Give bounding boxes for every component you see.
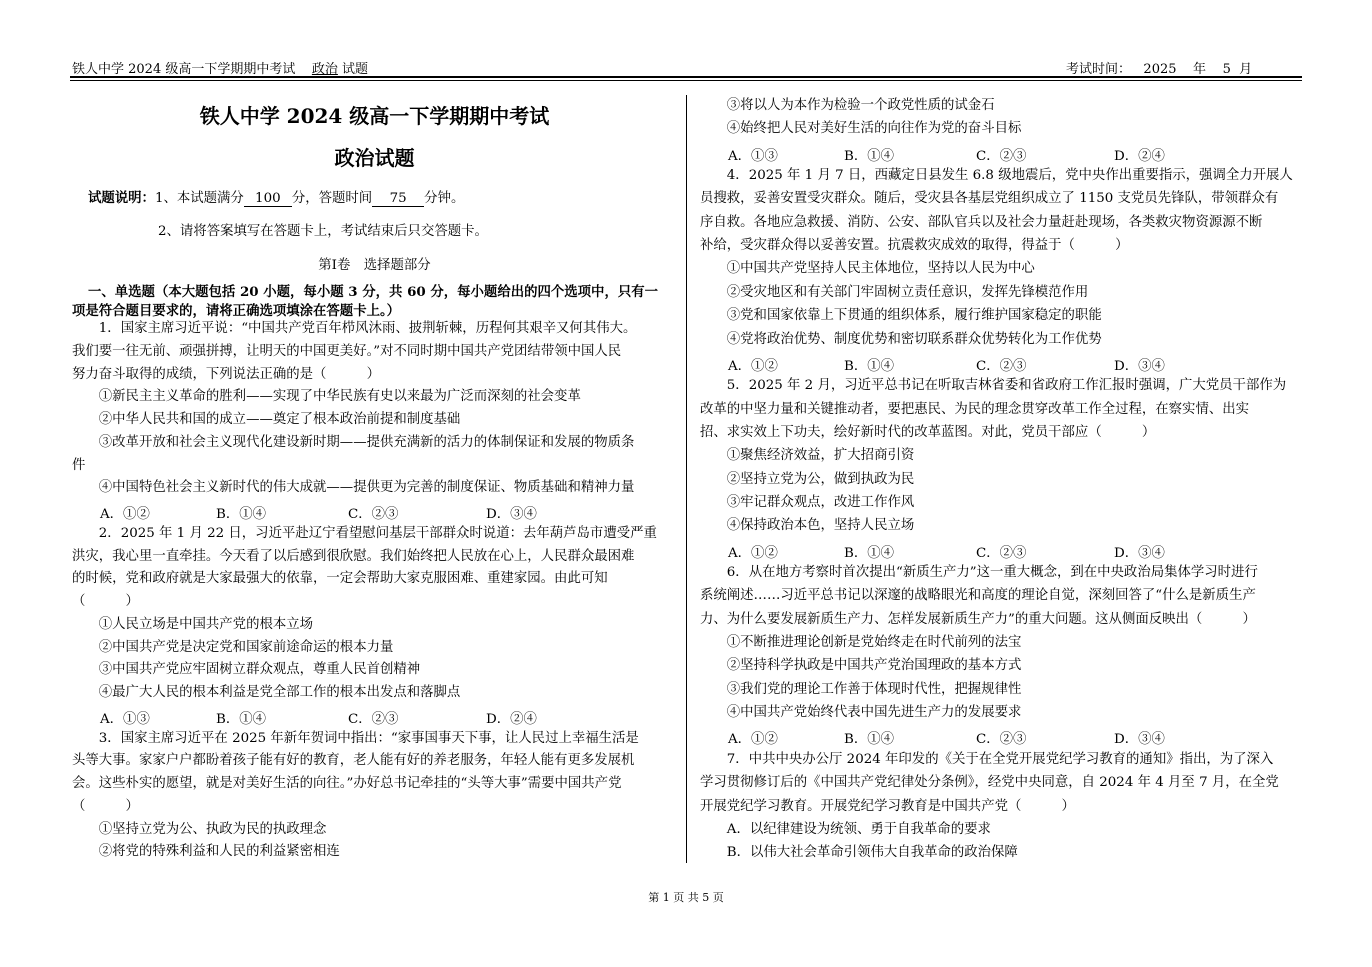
answer-option: C．②③ [348, 711, 399, 727]
answer-option: A．①② [100, 507, 150, 522]
text-line: 6．从在地方考察时首次提出“新质生产力”这一重大概念，到在中央政治局集体学习时进行 [700, 565, 1258, 580]
instructions-text: 分钟。 [424, 191, 465, 206]
answer-option: D．②④ [1114, 148, 1165, 164]
text-line: （ ） [72, 798, 139, 814]
text-line: ②受灾地区和有关部门牢固树立责任意识，发挥先锋模范作用 [700, 284, 1089, 300]
text-line: ④中国共产党始终代表中国先进生产力的发展要求 [700, 705, 1022, 721]
text-line: 员搜救，妥善安置受灾群众。随后，受灾县各基层党组织成立了 1150 支党员先锋队，带领群众有 [700, 191, 1279, 207]
header-suffix: 试题 [342, 62, 369, 77]
answer-option: A．①② [728, 358, 778, 374]
instructions-text: 1、本试题满分 [154, 191, 244, 206]
answer-option: D．③④ [1114, 545, 1165, 561]
answer-option: B．①④ [216, 507, 267, 522]
text-line: 会。这些朴实的愿望，就是对美好生活的向往。”办好总书记牵挂的“头等大事”需要中国共产党 [72, 776, 622, 791]
section-heading: 项是符合题目要求的，请将正确选项填涂在答题卡上。） [72, 303, 401, 319]
text-line: 招、求实效上下功夫，绘好新时代的改革蓝图。对此，党员干部应（ ） [700, 424, 1156, 440]
text-line: 学习贯彻修订后的《中国共产党纪律处分条例》，经党中央同意，自 2024 年 4 月至 7 月，在全党 [700, 775, 1279, 791]
text-line: 4．2025 年 1 月 7 日，西藏定日县发生 6.8 级地震后，党中央作出重要指示，强调全力开展人 [700, 168, 1293, 184]
instructions-line-1 [88, 187, 464, 207]
instructions-line-2: 2、请将答案填写在答题卡上，考试结束后只交答题卡。 [158, 224, 488, 239]
text-line: 5．2025 年 2 月，习近平总书记在听取吉林省委和省政府工作汇报时强调，广大党员干部作为 [700, 378, 1287, 394]
page-header [72, 58, 1302, 76]
text-line: 努力奋斗取得的成绩，下列说法正确的是（ ） [72, 366, 380, 382]
text-line: A．以纪律建设为统领、勇于自我革命的要求 [700, 821, 991, 837]
answer-option: A．①② [728, 545, 778, 561]
header-subject: 政治 [311, 62, 338, 77]
header-left [72, 58, 368, 77]
answer-option: D．②④ [486, 711, 537, 727]
answer-option: B．①④ [844, 545, 895, 561]
text-line: ②坚持立党为公，做到执政为民 [700, 471, 915, 487]
header-time-label: 考试时间： [1066, 62, 1132, 77]
text-line: ④最广大人民的根本利益是党全部工作的根本出发点和落脚点 [72, 685, 461, 700]
answer-option: D．③④ [1114, 732, 1165, 748]
text-line: ④保持政治本色，坚持人民立场 [700, 518, 915, 534]
answer-option: D．③④ [486, 507, 537, 522]
answer-option: C．②③ [976, 358, 1027, 374]
answer-option: A．①② [728, 732, 778, 748]
text-line: 3．国家主席习近平在 2025 年新年贺词中指出：“家事国事天下事，让人民过上幸福生活是 [72, 730, 639, 746]
exam-subtitle: 政治试题 [334, 146, 415, 170]
text-line: 力、为什么要发展新质生产力、怎样发展新质生产力”的重大问题。这从侧面反映出（ ） [700, 611, 1256, 627]
text-line: ①新民主主义革命的胜利——实现了中华民族有史以来最为广泛而深刻的社会变革 [72, 389, 581, 405]
answer-option: B．①④ [844, 732, 895, 748]
answer-option: A．①③ [728, 148, 778, 164]
text-line: B．以伟大社会革命引领伟大自我革命的政治保障 [700, 845, 1018, 861]
text-line: 补给，受灾群众得以妥善安置。抗震救灾成效的取得，得益于（ ） [700, 238, 1129, 254]
column-divider [686, 95, 687, 863]
text-line: 洪灾，我心里一直牵挂。今天看了以后感到很欣慰。我们始终把人民放在心上，人民群众最困难 [72, 548, 635, 564]
text-line: 件 [72, 457, 86, 473]
text-line: ①不断推进理论创新是党始终走在时代前列的法宝 [700, 635, 1022, 651]
time-value: 75 [372, 191, 424, 207]
text-line: ③将以人为本作为检验一个政党性质的试金石 [700, 98, 995, 113]
text-line: ④始终把人民对美好生活的向往作为党的奋斗目标 [700, 121, 1022, 137]
answer-option: C．②③ [976, 732, 1027, 748]
text-line: 的时候，党和政府就是大家最强大的依靠，一定会帮助大家克服困难、重建家园。由此可知 [72, 571, 608, 587]
text-line: 开展党纪学习教育。开展党纪学习教育是中国共产党（ ） [700, 798, 1075, 814]
text-line: 我们要一往无前、顽强拼搏，让明天的中国更美好。”对不同时期中国共产党团结带领中国人民 [72, 343, 622, 359]
text-line: ③牢记群众观点，改进工作作风 [700, 494, 915, 510]
text-line: ④中国特色社会主义新时代的伟大成就——提供更为完善的制度保证、物质基础和精神力量 [72, 480, 635, 496]
header-right [1066, 58, 1252, 77]
instructions-text: 分，答题时间 [291, 191, 373, 206]
text-line: ③中国共产党应牢固树立群众观点，尊重人民首创精神 [72, 662, 421, 678]
answer-option: C．②③ [976, 148, 1027, 164]
text-line: ④党将政治优势、制度优势和密切联系群众优势转化为工作优势 [700, 331, 1102, 347]
answer-option: C．②③ [348, 507, 399, 522]
text-line: ②将党的特殊利益和人民的利益紧密相连 [72, 844, 340, 860]
answer-option: B．①④ [216, 711, 267, 727]
section-label: 第Ⅰ卷 选择题部分 [318, 258, 431, 273]
header-month: 5 [1222, 62, 1231, 77]
text-line: 2．2025 年 1 月 22 日，习近平赴辽宁看望慰问基层干部群众时说道：去年葫芦岛市遭受严重 [72, 525, 657, 541]
text-line: （ ） [72, 594, 139, 609]
answer-option: C．②③ [976, 545, 1027, 561]
text-line: ③党和国家依靠上下贯通的组织体系，履行维护国家稳定的职能 [700, 308, 1102, 324]
header-year: 2025 [1143, 62, 1177, 77]
text-line: ②中华人民共和国的成立——奠定了根本政治前提和制度基础 [72, 412, 461, 427]
header-month-unit: 月 [1239, 62, 1253, 77]
text-line: ①聚焦经济效益，扩大招商引资 [700, 448, 915, 464]
text-line: 1．国家主席习近平说：“中国共产党百年栉风沐雨、披荆斩棘，历程何其艰辛又何其伟大。 [72, 321, 637, 336]
header-exam-name: 铁人中学 2024 级高一下学期期中考试 [72, 62, 296, 77]
page-footer: 第 1 页 共 5 页 [648, 891, 724, 904]
text-line: ①人民立场是中国共产党的根本立场 [72, 616, 314, 632]
text-line: ②中国共产党是决定党和国家前途命运的根本力量 [72, 639, 394, 655]
text-line: 序自救。各地应急救援、消防、公安、部队官兵以及社会力量赶赴现场，各类救灾物资源源不断 [700, 214, 1263, 230]
text-line: ①中国共产党坚持人民主体地位，坚持以人民为中心 [700, 261, 1035, 277]
text-line: ③我们党的理论工作善于体现时代性，把握规律性 [700, 681, 1022, 697]
answer-option: D．③④ [1114, 358, 1165, 374]
text-line: 系统阐述……习近平总书记以深邃的战略眼光和高度的理论自觉，深刻回答了“什么是新质生产 [700, 588, 1256, 604]
text-line: 改革的中坚力量和关键推动者，要把惠民、为民的理念贯穿改革工作全过程，在察实情、出实 [700, 401, 1250, 417]
answer-option: B．①④ [844, 148, 895, 164]
answer-option: A．①③ [100, 711, 150, 727]
instructions-label: 试题说明： [88, 190, 155, 206]
header-rule-thin [70, 80, 1302, 81]
section-heading: 一、单选题（本大题包括 20 小题，每小题 3 分，共 60 分，每小题给出的四个选项中，只有一 [88, 284, 659, 300]
text-line: 7．中共中央办公厅 2024 年印发的《关于在全党开展党纪学习教育的通知》指出，为了深入 [700, 751, 1274, 767]
exam-title: 铁人中学 2024 级高一下学期期中考试 [199, 104, 550, 128]
answer-option: B．①④ [844, 358, 895, 374]
text-line: ③改革开放和社会主义现代化建设新时期——提供充满新的活力的体制保证和发展的物质条 [72, 434, 635, 450]
score-value: 100 [244, 191, 292, 207]
header-year-unit: 年 [1193, 62, 1207, 77]
text-line: ②坚持科学执政是中国共产党治国理政的基本方式 [700, 658, 1022, 674]
text-line: ①坚持立党为公、执政为民的执政理念 [72, 821, 327, 837]
text-line: 头等大事。家家户户都盼着孩子能有好的教育，老人能有好的养老服务，年轻人能有更多发展机 [72, 753, 635, 769]
header-rule-thick [70, 76, 1302, 78]
